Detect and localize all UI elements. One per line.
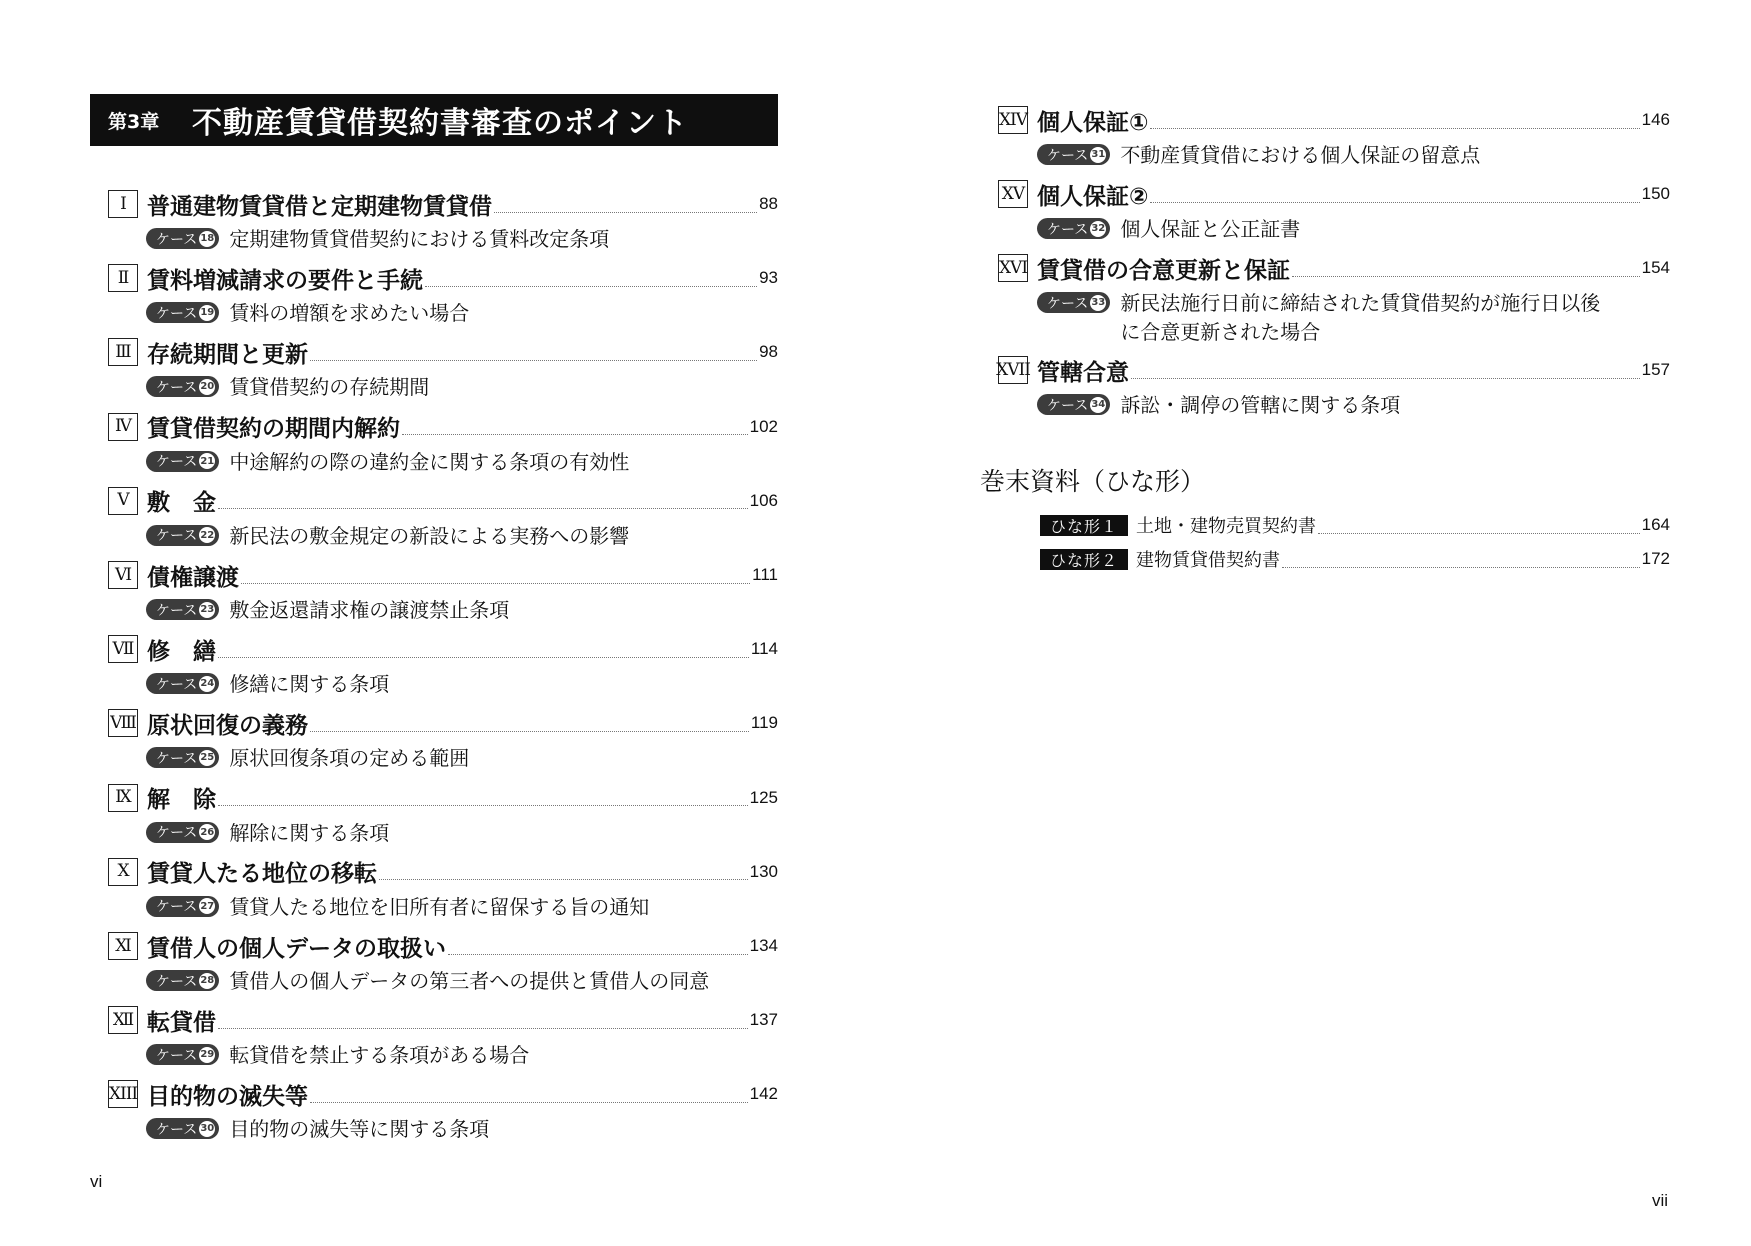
section-entry[interactable]	[108, 558, 778, 592]
section-title: 解 除	[147, 787, 216, 814]
section-entry[interactable]	[108, 1003, 778, 1037]
page-number: 142	[749, 1084, 778, 1104]
case-number-circle: 29	[199, 1047, 215, 1063]
case-badge-label: ケース	[156, 750, 198, 767]
case-title-line: 個人保証と公正証書	[1120, 217, 1301, 241]
case-number-circle: 26	[199, 824, 215, 840]
case-badge	[146, 1044, 219, 1065]
roman-numeral-box: XV	[998, 180, 1028, 208]
dot-leader	[379, 879, 748, 880]
roman-numeral-box: XVII	[998, 356, 1028, 384]
case-title	[229, 448, 629, 477]
dot-leader	[241, 583, 750, 584]
case-badge	[1037, 144, 1110, 165]
case-number-circle: 24	[199, 676, 215, 692]
section-entry[interactable]	[108, 855, 778, 889]
case-badge	[146, 822, 219, 843]
page-number: 119	[750, 713, 778, 733]
case-title	[229, 670, 389, 699]
case-badge	[146, 451, 219, 472]
page-number: 130	[749, 861, 778, 881]
case-number-circle: 23	[199, 602, 215, 618]
case-title	[229, 373, 429, 402]
dot-leader	[1292, 276, 1640, 277]
section-entry[interactable]	[998, 353, 1670, 387]
case-number-circle: 22	[199, 527, 215, 543]
chapter-title: 不動産賃貸借契約書審査のポイント	[192, 106, 688, 141]
roman-numeral-box: Ⅻ	[108, 1006, 138, 1034]
dot-leader	[1318, 533, 1640, 534]
section-title: 債権譲渡	[147, 564, 239, 591]
case-title-line: 新民法施行日前に締結された賃貸借契約が施行日以後	[1120, 291, 1601, 315]
dot-leader	[1131, 378, 1640, 379]
section-title: 管轄合意	[1037, 359, 1129, 386]
case-title-line: 不動産賃貸借における個人保証の留意点	[1120, 143, 1481, 167]
section-entry[interactable]	[108, 187, 778, 221]
case-badge-label: ケース	[156, 528, 198, 545]
case-badge-label: ケース	[1047, 295, 1089, 312]
case-title-line: 賃貸人たる地位を旧所有者に留保する旨の通知	[229, 894, 650, 919]
roman-numeral-box: Ⅷ	[108, 709, 138, 737]
case-badge-label: ケース	[156, 1047, 198, 1064]
case-badge	[146, 896, 219, 917]
case-badge	[146, 302, 219, 323]
template-badge: ひな形２	[1040, 549, 1128, 570]
case-title	[229, 225, 609, 254]
case-title-line: 賃料の増額を求めたい場合	[229, 301, 470, 326]
case-title-line: 原状回復条項の定める範囲	[229, 746, 470, 771]
case-badge-label: ケース	[1047, 221, 1089, 238]
section-title: 賃借人の個人データの取扱い	[147, 935, 446, 962]
case-title-line: 転貸借を禁止する条項がある場合	[229, 1043, 530, 1068]
section-entry[interactable]	[108, 410, 778, 444]
case-badge	[146, 228, 219, 249]
roman-numeral-box: XVI	[998, 254, 1028, 282]
section-title: 賃貸借の合意更新と保証	[1037, 257, 1290, 284]
case-number-circle: 30	[199, 1121, 215, 1137]
case-entry[interactable]	[146, 744, 469, 773]
section-title: 原状回復の義務	[147, 712, 308, 739]
case-entry[interactable]	[146, 596, 509, 625]
case-number-circle: 27	[199, 898, 215, 914]
case-badge	[146, 747, 219, 768]
page-folio-right: vii	[1652, 1191, 1669, 1210]
case-entry[interactable]	[146, 967, 709, 996]
dot-leader	[310, 360, 757, 361]
dot-leader	[425, 286, 757, 287]
case-entry[interactable]	[146, 893, 649, 922]
case-title-line: 定期建物賃貸借契約における賃料改定条項	[229, 227, 610, 251]
case-badge	[146, 599, 219, 620]
section-title: 個人保証①	[1037, 109, 1149, 136]
dot-leader	[218, 657, 749, 658]
roman-numeral-box: Ⅺ	[108, 932, 138, 960]
case-title-line: 新民法の敷金規定の新設による実務への影響	[229, 523, 630, 548]
section-entry[interactable]	[998, 251, 1670, 285]
dot-leader	[218, 805, 748, 806]
page-number: 150	[1641, 184, 1670, 203]
case-entry[interactable]	[146, 373, 429, 402]
page-number: 146	[1641, 110, 1670, 129]
case-badge-label: ケース	[156, 379, 198, 396]
section-entry[interactable]	[108, 484, 778, 518]
page-number: 93	[759, 268, 778, 288]
case-entry[interactable]	[146, 670, 389, 699]
case-badge	[146, 673, 219, 694]
template-title: 建物賃貸借契約書	[1136, 550, 1281, 571]
case-badge-label: ケース	[1047, 147, 1089, 164]
case-badge-label: ケース	[156, 1121, 198, 1138]
section-title: 目的物の滅失等	[147, 1083, 308, 1110]
dot-leader	[1150, 128, 1639, 129]
page-number: 114	[750, 639, 778, 659]
case-badge	[146, 525, 219, 546]
page-number: 172	[1641, 549, 1670, 568]
case-number-circle: 20	[199, 379, 215, 395]
section-title: 賃貸人たる地位の移転	[147, 861, 377, 888]
case-badge-label: ケース	[1047, 397, 1089, 414]
chapter-label: 第3章	[108, 110, 160, 133]
chapter-header	[90, 94, 778, 146]
roman-numeral-box: XIV	[998, 106, 1028, 134]
section-entry[interactable]	[108, 632, 778, 666]
case-number-circle: 33	[1090, 295, 1106, 311]
case-number-circle: 34	[1090, 397, 1106, 413]
page-number: 88	[759, 194, 778, 213]
template-title: 土地・建物売買契約書	[1136, 516, 1317, 537]
section-entry[interactable]	[108, 929, 778, 963]
case-title	[1120, 289, 1600, 347]
case-title	[229, 819, 389, 848]
appendix-heading: 巻末資料（ひな形）	[980, 467, 1206, 496]
dot-leader	[310, 731, 749, 732]
case-entry[interactable]	[1037, 289, 1600, 347]
roman-numeral-box: Ⅰ	[108, 190, 138, 218]
section-entry[interactable]	[998, 103, 1670, 137]
case-title-line: 敷金返還請求権の譲渡禁止条項	[229, 598, 510, 622]
dot-leader	[448, 954, 748, 955]
case-badge-label: ケース	[156, 899, 198, 916]
case-badge-label: ケース	[156, 676, 198, 693]
section-entry[interactable]	[108, 335, 778, 369]
case-title	[1120, 215, 1300, 244]
case-title	[229, 522, 629, 551]
case-title-line: 賃貸借契約の存続期間	[229, 375, 430, 400]
case-number-circle: 25	[199, 750, 215, 766]
case-entry[interactable]	[146, 299, 469, 328]
page-number: 106	[749, 490, 778, 510]
case-entry[interactable]	[146, 1115, 489, 1144]
section-entry[interactable]	[108, 1077, 778, 1111]
case-number-circle: 31	[1090, 147, 1106, 163]
template-entry[interactable]	[1040, 513, 1670, 537]
case-entry[interactable]	[146, 522, 629, 551]
case-entry[interactable]	[1037, 215, 1300, 244]
case-title-line: 賃借人の個人データの第三者への提供と賃借人の同意	[229, 969, 710, 993]
roman-numeral-box: Ⅵ	[108, 561, 138, 589]
case-title-line: 修繕に関する条項	[229, 672, 390, 697]
case-title-line: 中途解約の際の違約金に関する条項の有効性	[229, 449, 630, 474]
template-entry[interactable]	[1040, 547, 1670, 571]
case-badge-label: ケース	[156, 231, 198, 248]
case-entry[interactable]	[146, 448, 629, 477]
page-number: 164	[1641, 515, 1670, 534]
case-number-circle: 32	[1090, 221, 1106, 237]
section-title: 普通建物賃貸借と定期建物賃貸借	[147, 193, 492, 220]
section-title: 賃貸借契約の期間内解約	[147, 416, 400, 443]
page-number: 137	[749, 1010, 778, 1030]
case-number-circle: 28	[199, 973, 215, 989]
case-title-line: 訴訟・調停の管轄に関する条項	[1120, 393, 1401, 417]
case-title	[229, 744, 469, 773]
case-badge-label: ケース	[156, 305, 198, 322]
section-entry[interactable]	[108, 261, 778, 295]
section-title: 個人保証②	[1037, 183, 1149, 210]
roman-numeral-box: XIII	[108, 1080, 138, 1108]
dot-leader	[310, 1102, 748, 1103]
roman-numeral-box: Ⅱ	[108, 264, 138, 292]
case-number-circle: 18	[199, 231, 215, 247]
section-entry[interactable]	[998, 177, 1670, 211]
case-title-line: 目的物の滅失等に関する条項	[229, 1117, 490, 1142]
case-entry[interactable]	[146, 1041, 529, 1070]
case-entry[interactable]	[146, 819, 389, 848]
roman-numeral-box: Ⅶ	[108, 635, 138, 663]
page-number: 157	[1641, 360, 1670, 379]
roman-numeral-box: Ⅹ	[108, 858, 138, 886]
page-number: 111	[752, 565, 778, 584]
dot-leader	[494, 212, 757, 213]
case-entry[interactable]	[1037, 141, 1480, 170]
case-number-circle: 19	[199, 305, 215, 321]
page-number: 134	[749, 936, 778, 955]
page-number: 102	[749, 416, 778, 436]
case-badge	[146, 376, 219, 397]
case-title	[229, 596, 509, 625]
case-title	[229, 967, 709, 996]
case-badge	[1037, 292, 1110, 313]
section-title: 修 繕	[147, 638, 216, 665]
case-number-circle: 21	[199, 453, 215, 469]
case-title	[229, 1115, 489, 1144]
section-title: 賃料増減請求の要件と手続	[147, 267, 423, 294]
case-entry[interactable]	[1037, 391, 1400, 420]
case-badge-label: ケース	[156, 973, 198, 990]
page-folio-left: vi	[90, 1172, 103, 1191]
case-badge	[146, 970, 219, 991]
case-title	[1120, 141, 1480, 170]
case-title-line: 解除に関する条項	[229, 820, 390, 845]
roman-numeral-box: Ⅸ	[108, 784, 138, 812]
case-badge-label: ケース	[156, 454, 198, 471]
case-badge-label: ケース	[156, 602, 198, 619]
section-title: 存続期間と更新	[147, 341, 308, 368]
section-title: 転貸借	[147, 1009, 216, 1036]
section-title: 敷 金	[147, 490, 216, 517]
dot-leader	[218, 1028, 748, 1029]
case-title	[1120, 391, 1400, 420]
case-badge	[1037, 218, 1110, 239]
case-badge-label: ケース	[156, 825, 198, 842]
case-badge	[1037, 394, 1110, 415]
page-number: 98	[759, 342, 778, 362]
case-title	[229, 1041, 529, 1070]
roman-numeral-box: Ⅴ	[108, 487, 138, 515]
roman-numeral-box: Ⅲ	[108, 338, 138, 366]
case-entry[interactable]	[146, 225, 609, 254]
case-title-line: に合意更新された場合	[1120, 320, 1321, 344]
page-number: 125	[749, 787, 778, 807]
section-entry[interactable]	[108, 706, 778, 740]
template-badge: ひな形１	[1040, 515, 1128, 536]
dot-leader	[1150, 202, 1639, 203]
case-title	[229, 893, 649, 922]
case-title	[229, 299, 469, 328]
roman-numeral-box: Ⅳ	[108, 413, 138, 441]
case-badge	[146, 1118, 219, 1139]
section-entry[interactable]	[108, 781, 778, 815]
dot-leader	[402, 434, 748, 435]
page-number: 154	[1641, 258, 1670, 277]
dot-leader	[218, 508, 748, 509]
dot-leader	[1282, 567, 1640, 568]
